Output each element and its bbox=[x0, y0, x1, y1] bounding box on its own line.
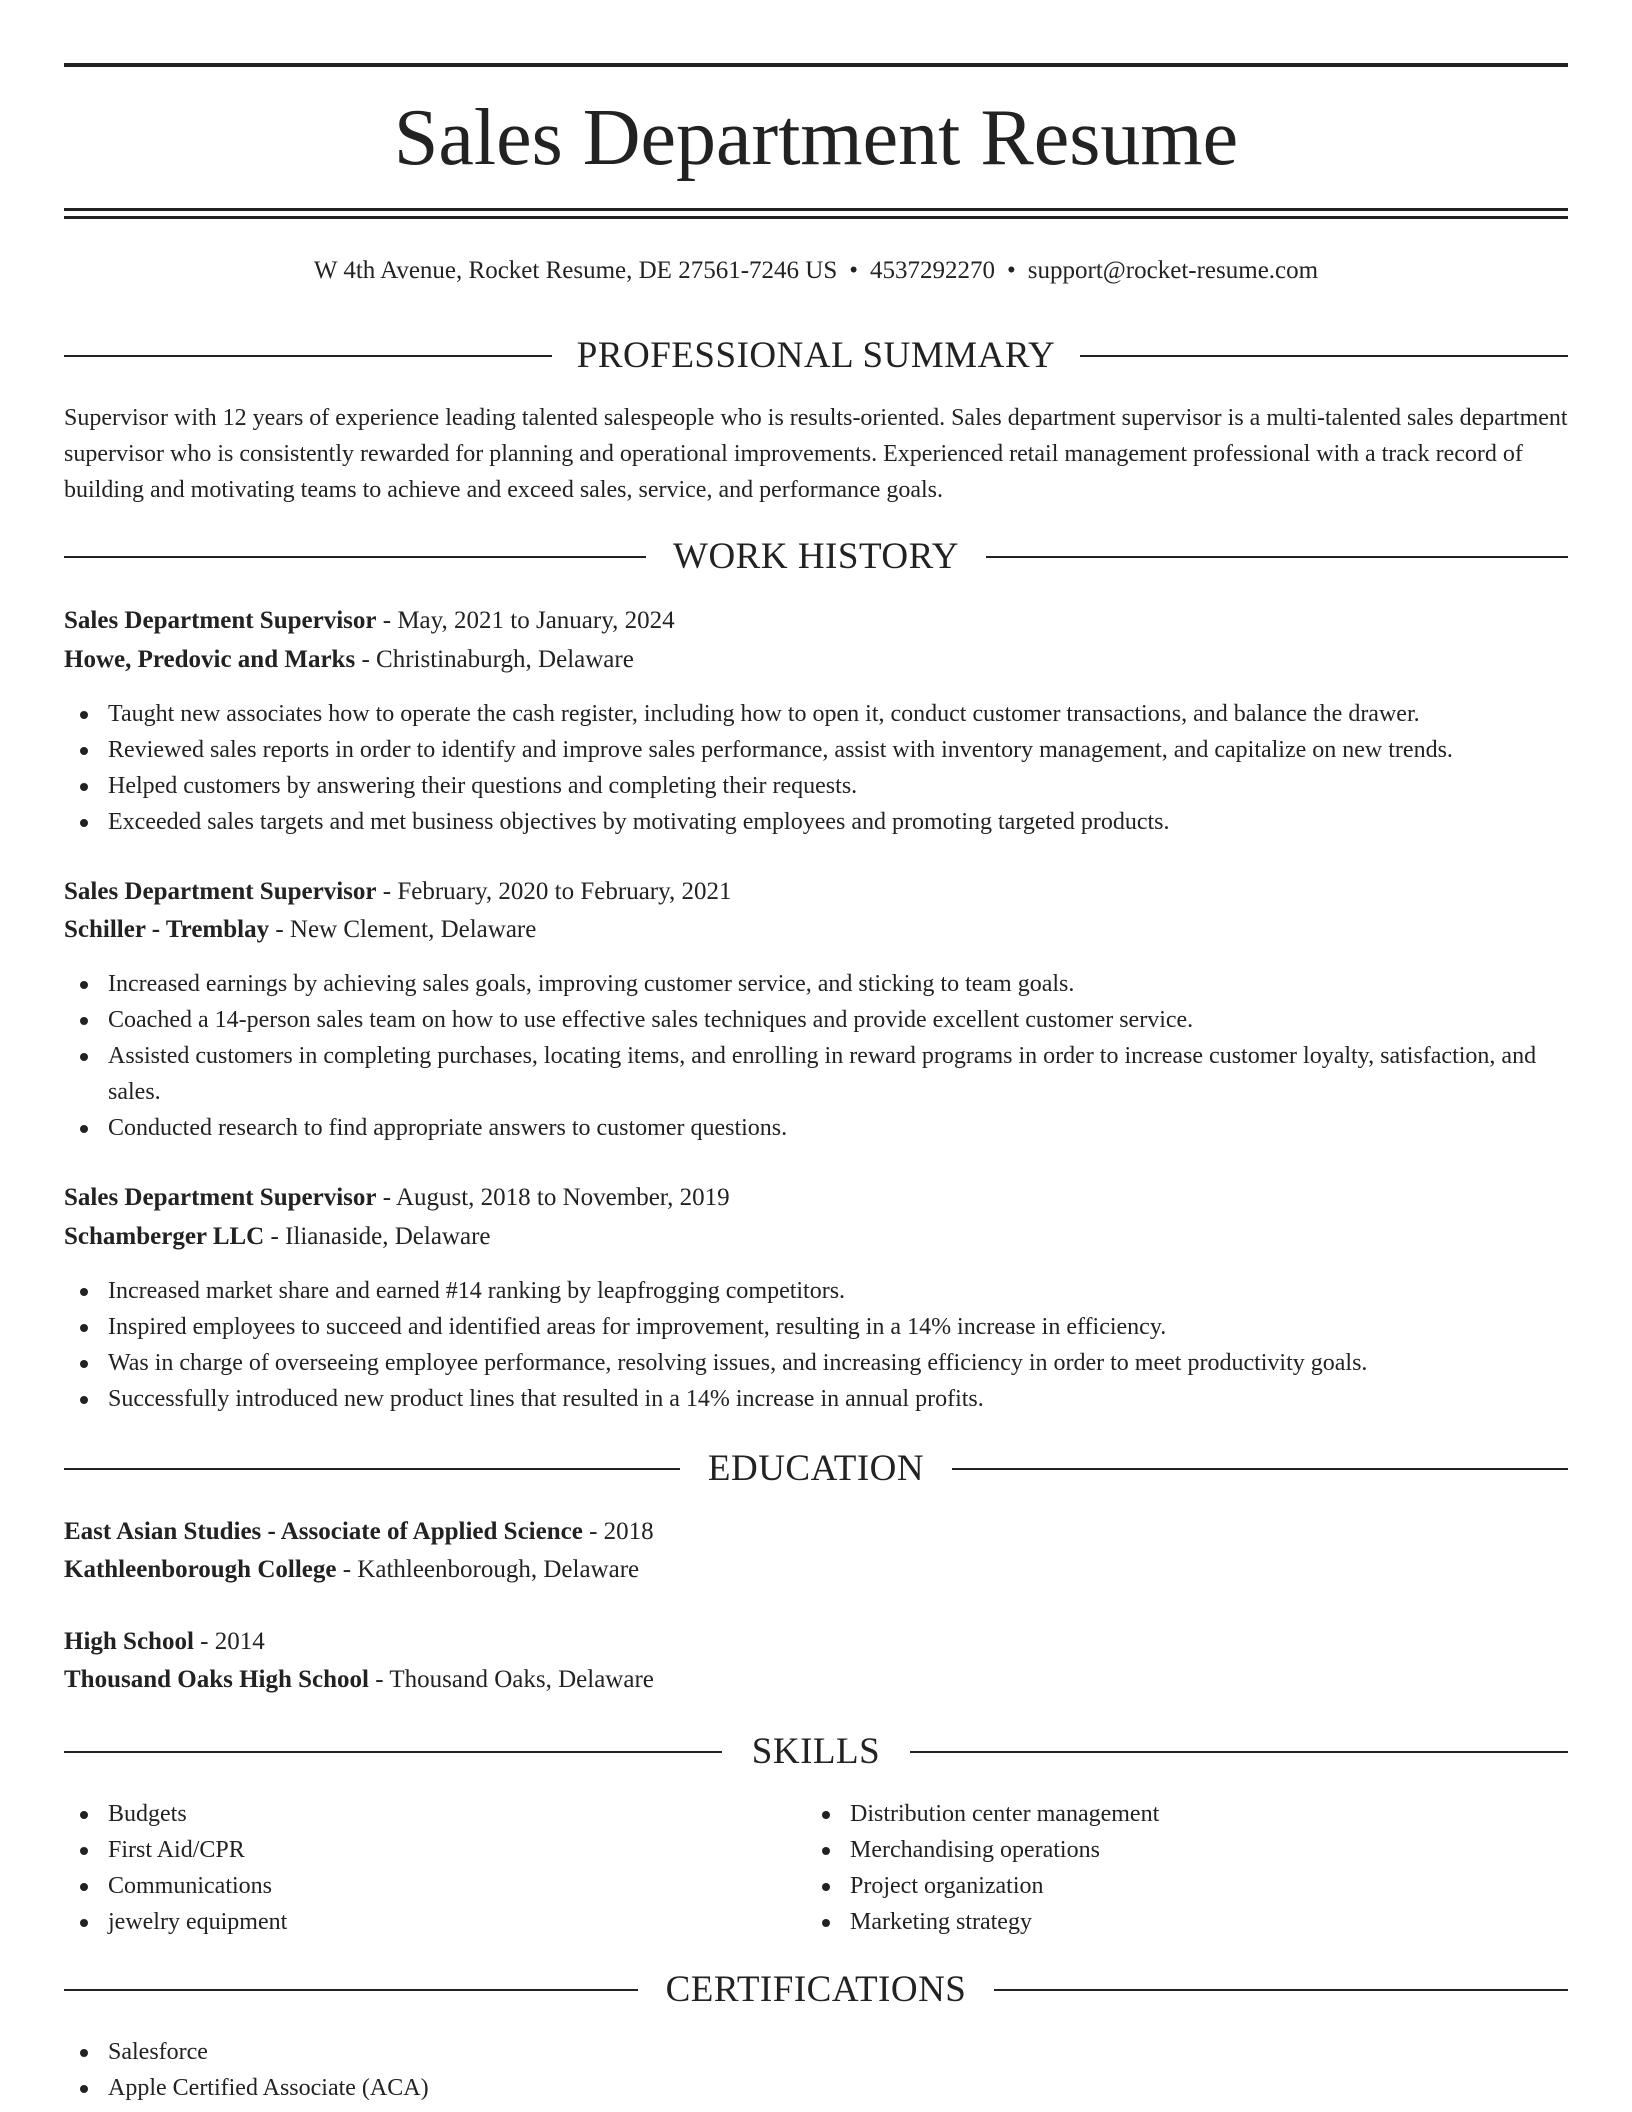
job-location: Christinaburgh, Delaware bbox=[376, 646, 634, 673]
contact-separator: • bbox=[849, 257, 859, 284]
section-header-summary bbox=[64, 334, 1568, 378]
job-company-line: Howe, Predovic and Marks - Christinaburgh, Delaware bbox=[64, 646, 634, 673]
section-header-skills bbox=[64, 1730, 1568, 1774]
certifications-list bbox=[64, 2034, 1568, 2106]
list-item: Was in charge of overseeing employee performance, resolving issues, and increasing efficiency in order to meet productivity goals. bbox=[64, 1345, 1568, 1381]
list-item: Exceeded sales targets and met business objectives by motivating employees and promoting targeted products. bbox=[64, 804, 1568, 840]
contact-phone: 4537292270 bbox=[870, 257, 996, 284]
list-item: First Aid/CPR bbox=[64, 1832, 1568, 1868]
list-item: Assisted customers in completing purchases, locating items, and enrolling in reward programs in order to increase customer loyalty, satisfaction, and sales. bbox=[64, 1038, 1568, 1110]
education-degree-line: East Asian Studies - Associate of Applied Science - 2018 bbox=[64, 1518, 654, 1545]
job-bullets bbox=[64, 1273, 1568, 1417]
section-title: EDUCATION bbox=[707, 1448, 925, 1489]
section-header-certifications bbox=[64, 1968, 1568, 2012]
job-title: Sales Department Supervisor bbox=[64, 1184, 377, 1211]
contact-separator: • bbox=[1007, 257, 1016, 284]
list-item: Salesforce bbox=[64, 2034, 1568, 2070]
education-school: Thousand Oaks High School bbox=[64, 1666, 369, 1693]
top-rule bbox=[64, 63, 1568, 67]
section-title: SKILLS bbox=[751, 1731, 881, 1772]
education-location: Thousand Oaks, Delaware bbox=[389, 1666, 654, 1693]
list-item: Project organization bbox=[806, 1868, 1632, 1904]
education-degree: East Asian Studies - Associate of Applied Science bbox=[64, 1518, 583, 1545]
education-school: Kathleenborough College bbox=[64, 1556, 337, 1583]
job-title-line: Sales Department Supervisor - February, 2020 to February, 2021 bbox=[64, 878, 732, 905]
job-dates: August, 2018 to November, 2019 bbox=[395, 1184, 730, 1211]
contact-line bbox=[64, 255, 1568, 287]
list-item: Coached a 14-person sales team on how to use effective sales techniques and provide excellent customer service. bbox=[64, 1002, 1568, 1038]
list-item: Helped customers by answering their questions and completing their requests. bbox=[64, 768, 1568, 804]
list-item: Reviewed sales reports in order to identify and improve sales performance, assist with inventory management, and capitalize on new trends. bbox=[64, 732, 1568, 768]
job-title-line: Sales Department Supervisor - August, 2018 to November, 2019 bbox=[64, 1184, 730, 1211]
list-item: Successfully introduced new product lines that resulted in a 14% increase in annual profits. bbox=[64, 1381, 1568, 1417]
list-item: jewelry equipment bbox=[64, 1904, 1568, 1940]
section-title: WORK HISTORY bbox=[673, 536, 959, 577]
job-dates: May, 2021 to January, 2024 bbox=[397, 607, 675, 634]
job-title: Sales Department Supervisor bbox=[64, 607, 377, 634]
job-location: Ilianaside, Delaware bbox=[285, 1223, 491, 1250]
section-title: PROFESSIONAL SUMMARY bbox=[576, 335, 1056, 376]
job-dates: February, 2020 to February, 2021 bbox=[397, 878, 732, 905]
list-item: Inspired employees to succeed and identified areas for improvement, resulting in a 14% increase in efficiency. bbox=[64, 1309, 1568, 1345]
job-bullets bbox=[64, 966, 1568, 1146]
list-item: Apple Certified Associate (ACA) bbox=[64, 2070, 1568, 2106]
skills-list-right bbox=[806, 1796, 1632, 1940]
education-degree: High School bbox=[64, 1628, 194, 1655]
title-rule-upper bbox=[64, 208, 1568, 211]
job-title: Sales Department Supervisor bbox=[64, 878, 377, 905]
list-item: Budgets bbox=[64, 1796, 1568, 1832]
job-company-line: Schamberger LLC - Ilianaside, Delaware bbox=[64, 1223, 491, 1250]
job-location: New Clement, Delaware bbox=[289, 916, 537, 943]
list-item: Conducted research to find appropriate answers to customer questions. bbox=[64, 1110, 1568, 1146]
section-title: CERTIFICATIONS bbox=[665, 1969, 967, 2010]
section-header-education bbox=[64, 1447, 1568, 1491]
job-company: Schamberger LLC bbox=[64, 1223, 265, 1250]
job-bullets bbox=[64, 696, 1568, 840]
job-company: Howe, Predovic and Marks bbox=[64, 646, 356, 673]
list-item: Distribution center management bbox=[806, 1796, 1632, 1832]
summary-text: Supervisor with 12 years of experience leading talented salespeople who is results-oriented. Sales department supervisor is a multi-talented sales department supervisor who is consistently rewarded for planning and operational improvements. Experienced retail management professional with a track record of building and motivating teams to achieve and exceed sales, service, and performance goals. bbox=[64, 405, 1568, 503]
list-item: Increased market share and earned #14 ranking by leapfrogging competitors. bbox=[64, 1273, 1568, 1309]
job-title-line: Sales Department Supervisor - May, 2021 to January, 2024 bbox=[64, 607, 675, 634]
education-year: 2014 bbox=[214, 1628, 265, 1655]
list-item: Taught new associates how to operate the cash register, including how to open it, conduct customer transactions, and balance the drawer. bbox=[64, 696, 1568, 732]
education-school-line: Thousand Oaks High School - Thousand Oaks, Delaware bbox=[64, 1666, 654, 1693]
education-year: 2018 bbox=[603, 1518, 654, 1545]
contact-address: W 4th Avenue, Rocket Resume, DE 27561-7246 US bbox=[313, 257, 838, 284]
section-header-work bbox=[64, 535, 1568, 579]
education-degree-line: High School - 2014 bbox=[64, 1628, 265, 1655]
education-location: Kathleenborough, Delaware bbox=[357, 1556, 640, 1583]
list-item: Communications bbox=[64, 1868, 1568, 1904]
list-item: Marketing strategy bbox=[806, 1904, 1632, 1940]
job-company-line: Schiller - Tremblay - New Clement, Delaware bbox=[64, 916, 537, 943]
list-item: Merchandising operations bbox=[806, 1832, 1632, 1868]
page-title: Sales Department Resume bbox=[393, 94, 1239, 182]
job-company: Schiller - Tremblay bbox=[64, 916, 270, 943]
education-school-line: Kathleenborough College - Kathleenborough, Delaware bbox=[64, 1556, 640, 1583]
title-rule-lower bbox=[64, 216, 1568, 219]
contact-email: support@rocket-resume.com bbox=[1027, 257, 1319, 284]
list-item: Increased earnings by achieving sales goals, improving customer service, and sticking to team goals. bbox=[64, 966, 1568, 1002]
